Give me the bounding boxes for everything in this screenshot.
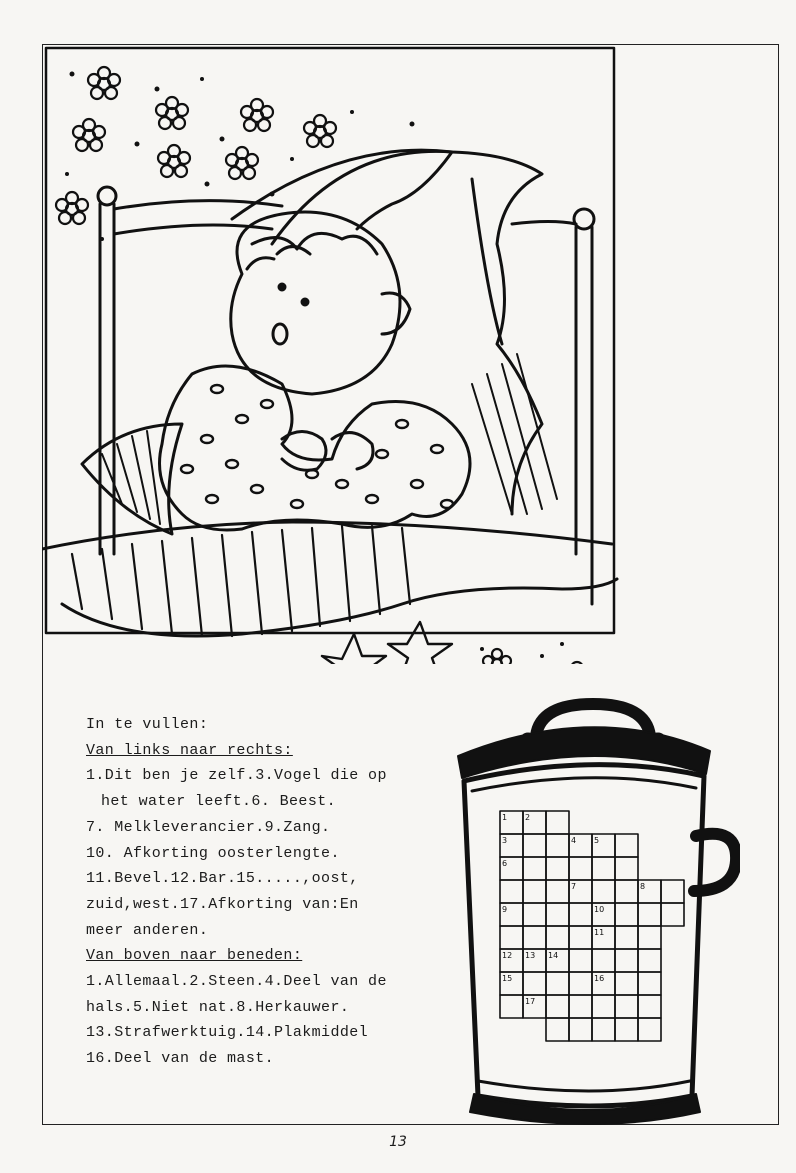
crossword-cell [569,995,592,1018]
across-clue-line: 1.Dit ben je zelf.3.Vogel die op [86,767,387,785]
crossword-cell [661,880,684,903]
crossword-cell [592,949,615,972]
clue-number: 8 [640,882,646,891]
clue-number: 12 [502,951,513,960]
crossword-cell [569,857,592,880]
across-clue-line: meer anderen. [86,921,209,939]
clue-number: 7 [571,882,577,891]
crossword-cell [638,903,661,926]
across-clue-line: 10. Afkorting oosterlengte. [86,844,340,862]
crossword-cell [569,949,592,972]
crossword-cell [569,1018,592,1041]
crossword-cell [523,834,546,857]
crossword-cell [569,972,592,995]
child-in-bed-illustration [42,44,622,664]
crossword-cell [592,857,615,880]
down-heading: Van boven naar beneden: [86,947,303,965]
down-clue-line: hals.5.Niet nat.8.Herkauwer. [86,998,350,1016]
clue-number: 15 [502,974,513,983]
crossword-cell [569,903,592,926]
crossword-cell [615,834,638,857]
crossword-cell [615,903,638,926]
clue-number: 1 [502,813,508,822]
crossword-cell [546,972,569,995]
crossword-cell [615,880,638,903]
page-number: 13 [389,1134,407,1150]
crossword-cell [546,926,569,949]
clue-number: 2 [525,813,531,822]
clue-number: 14 [548,951,559,960]
clue-number: 10 [594,905,605,914]
crossword-cell [523,926,546,949]
clue-number: 6 [502,859,508,868]
crossword-cell [638,1018,661,1041]
clue-number: 11 [594,928,605,937]
crossword-cell [546,903,569,926]
crossword-cell [569,926,592,949]
crossword-cell [546,811,569,834]
clue-number: 16 [594,974,605,983]
clue-number: 4 [571,836,577,845]
crossword-cell [500,995,523,1018]
crossword-cell [523,857,546,880]
crossword-cell [523,972,546,995]
clue-number: 5 [594,836,600,845]
crossword-cell [615,857,638,880]
crossword-cell [592,1018,615,1041]
crossword-cell [615,995,638,1018]
crossword-cell [638,926,661,949]
crossword-cell [638,972,661,995]
crossword-cell [615,926,638,949]
crossword-cell [500,880,523,903]
crossword-cell [546,880,569,903]
clue-number: 9 [502,905,508,914]
crossword-clues [86,712,446,1072]
crossword-cell [615,972,638,995]
down-clue-line: 1.Allemaal.2.Steen.4.Deel van de [86,973,387,991]
down-clue-line: 16.Deel van de mast. [86,1050,275,1068]
crossword-cell [546,834,569,857]
crossword-cell [615,949,638,972]
across-clue-line: zuid,west.17.Afkorting van:En [86,895,359,913]
trash-bin-crossword [448,696,740,1130]
across-heading: Van links naar rechts: [86,741,293,759]
across-clue-line: 7. Melkleverancier.9.Zang. [86,818,331,836]
across-clue-line: 11.Bevel.12.Bar.15.....,oost, [86,870,359,888]
crossword-cell [661,903,684,926]
crossword-cell [592,995,615,1018]
crossword-cell [638,995,661,1018]
crossword-cell [523,880,546,903]
crossword-cell [638,949,661,972]
across-clue-line: het water leeft.6. Beest. [101,793,337,811]
down-clue-line: 13.Strafwerktuig.14.Plakmiddel [86,1024,369,1042]
crossword-cell [546,1018,569,1041]
crossword-cell [546,857,569,880]
clues-intro: In te vullen: [86,716,209,733]
clue-number: 17 [525,997,536,1006]
crossword-cell [523,903,546,926]
clue-number: 13 [525,951,536,960]
crossword-cell [500,926,523,949]
crossword-cell [546,995,569,1018]
crossword-cell [615,1018,638,1041]
crossword-cell [592,880,615,903]
clue-number: 3 [502,836,508,845]
